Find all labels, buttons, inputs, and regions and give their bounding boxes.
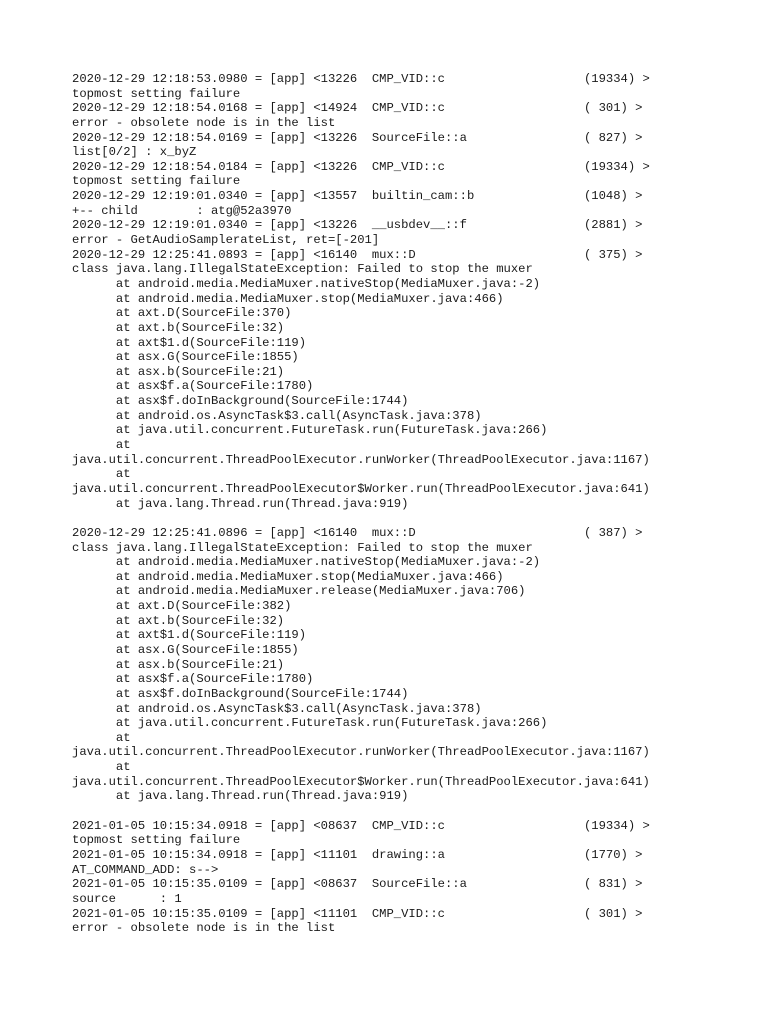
- log-line: at: [72, 730, 131, 745]
- log-line: at android.media.MediaMuxer.release(MediaMuxer.java:706): [72, 584, 526, 599]
- log-line: AT_COMMAND_ADD: s-->: [72, 862, 219, 877]
- log-blank-line: [72, 804, 696, 819]
- log-line: 2021-01-05 10:15:34.0918 = [app] <08637 CMP_VID::c (19334) >: [72, 818, 650, 833]
- log-line: at asx$f.doInBackground(SourceFile:1744): [72, 686, 409, 701]
- log-line: java.util.concurrent.ThreadPoolExecutor.runWorker(ThreadPoolExecutor.java:1167): [72, 452, 650, 467]
- log-line: at axt.b(SourceFile:32): [72, 613, 285, 628]
- log-line: topmost setting failure: [72, 86, 241, 101]
- log-line: class java.lang.IllegalStateException: Failed to stop the muxer: [72, 540, 533, 555]
- log-line: 2020-12-29 12:18:54.0169 = [app] <13226 SourceFile::a ( 827) >: [72, 130, 643, 145]
- log-line: at android.media.MediaMuxer.nativeStop(MediaMuxer.java:-2): [72, 276, 541, 291]
- log-line: at android.os.AsyncTask$3.call(AsyncTask.java:378): [72, 408, 482, 423]
- log-line: java.util.concurrent.ThreadPoolExecutor.runWorker(ThreadPoolExecutor.java:1167): [72, 745, 650, 760]
- log-line: list[0/2] : x_byZ: [72, 145, 197, 160]
- log-line: at java.util.concurrent.FutureTask.run(FutureTask.java:266): [72, 716, 548, 731]
- log-line: +-- child : atg@52a3970: [72, 203, 292, 218]
- log-line: topmost setting failure: [72, 833, 241, 848]
- log-line: 2020-12-29 12:19:01.0340 = [app] <13557 builtin_cam::b (1048) >: [72, 189, 643, 204]
- log-line: at axt.D(SourceFile:370): [72, 306, 292, 321]
- log-line: at android.media.MediaMuxer.stop(MediaMuxer.java:466): [72, 569, 504, 584]
- log-line: at java.util.concurrent.FutureTask.run(FutureTask.java:266): [72, 423, 548, 438]
- log-line: at android.media.MediaMuxer.stop(MediaMuxer.java:466): [72, 291, 504, 306]
- log-line: topmost setting failure: [72, 174, 241, 189]
- log-line: at java.lang.Thread.run(Thread.java:919): [72, 789, 409, 804]
- log-line: source : 1: [72, 891, 182, 906]
- log-line: error - obsolete node is in the list: [72, 921, 336, 936]
- log-line: 2020-12-29 12:18:54.0184 = [app] <13226 CMP_VID::c (19334) >: [72, 159, 650, 174]
- log-line: at axt.D(SourceFile:382): [72, 599, 292, 614]
- log-line: at asx.b(SourceFile:21): [72, 364, 285, 379]
- log-line: at axt.b(SourceFile:32): [72, 320, 285, 335]
- log-line: 2020-12-29 12:19:01.0340 = [app] <13226 __usbdev__::f (2881) >: [72, 218, 643, 233]
- log-line: at android.os.AsyncTask$3.call(AsyncTask.java:378): [72, 701, 482, 716]
- log-line: class java.lang.IllegalStateException: Failed to stop the muxer: [72, 262, 533, 277]
- log-line: at axt$1.d(SourceFile:119): [72, 628, 307, 643]
- log-line: at asx$f.a(SourceFile:1780): [72, 672, 314, 687]
- log-line: at java.lang.Thread.run(Thread.java:919): [72, 496, 409, 511]
- log-line: 2020-12-29 12:18:53.0980 = [app] <13226 CMP_VID::c (19334) >: [72, 72, 650, 86]
- log-document: [72, 72, 696, 936]
- log-line: java.util.concurrent.ThreadPoolExecutor$Worker.run(ThreadPoolExecutor.java:641): [72, 481, 650, 496]
- log-line: at: [72, 467, 131, 482]
- log-line: 2021-01-05 10:15:35.0109 = [app] <08637 SourceFile::a ( 831) >: [72, 877, 643, 892]
- log-line: at: [72, 760, 131, 775]
- log-line: error - obsolete node is in the list: [72, 115, 336, 130]
- log-line: 2020-12-29 12:25:41.0893 = [app] <16140 mux::D ( 375) >: [72, 247, 643, 262]
- log-line: at asx$f.doInBackground(SourceFile:1744): [72, 394, 409, 409]
- log-line: 2020-12-29 12:18:54.0168 = [app] <14924 CMP_VID::c ( 301) >: [72, 101, 643, 116]
- log-line: at axt$1.d(SourceFile:119): [72, 335, 307, 350]
- log-line: at asx.G(SourceFile:1855): [72, 350, 299, 365]
- log-line: 2021-01-05 10:15:35.0109 = [app] <11101 CMP_VID::c ( 301) >: [72, 906, 643, 921]
- log-line: 2021-01-05 10:15:34.0918 = [app] <11101 drawing::a (1770) >: [72, 847, 643, 862]
- log-line: java.util.concurrent.ThreadPoolExecutor$Worker.run(ThreadPoolExecutor.java:641): [72, 774, 650, 789]
- log-line: at asx.b(SourceFile:21): [72, 657, 285, 672]
- log-line: at: [72, 438, 131, 453]
- log-blank-line: [72, 511, 696, 526]
- log-line: 2020-12-29 12:25:41.0896 = [app] <16140 mux::D ( 387) >: [72, 525, 643, 540]
- log-line: error - GetAudioSamplerateList, ret=[-201]: [72, 233, 380, 248]
- log-line: at asx$f.a(SourceFile:1780): [72, 379, 314, 394]
- log-line: at android.media.MediaMuxer.nativeStop(MediaMuxer.java:-2): [72, 555, 541, 570]
- log-line: at asx.G(SourceFile:1855): [72, 642, 299, 657]
